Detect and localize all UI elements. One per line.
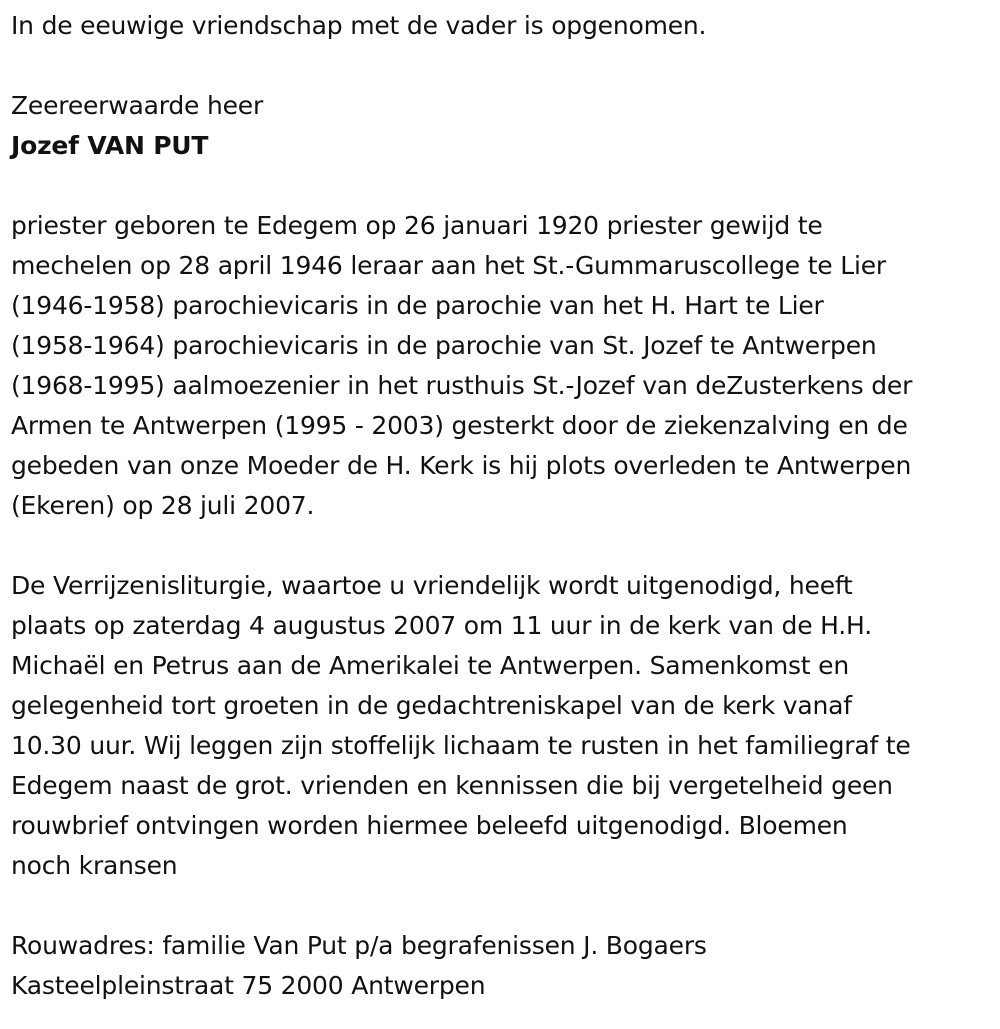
obituary-document <box>11 6 996 1006</box>
deceased-name: Jozef VAN PUT <box>11 131 209 160</box>
address-line: Rouwadres: familie Van Put p/a begrafenissen J. Bogaers <box>11 931 707 960</box>
spacer <box>11 526 996 566</box>
bio-line: (Ekeren) op 28 juli 2007. <box>11 491 315 520</box>
address-block <box>11 926 996 1006</box>
service-line: noch kransen <box>11 851 178 880</box>
service-line: rouwbrief ontvingen worden hiermee beleefd uitgenodigd. Bloemen <box>11 811 848 840</box>
address-line: Kasteelpleinstraat 75 2000 Antwerpen <box>11 971 486 1000</box>
bio-line: Armen te Antwerpen (1995 - 2003) gesterkt door de ziekenzalving en de <box>11 411 908 440</box>
service-paragraph <box>11 566 996 886</box>
spacer <box>11 166 996 206</box>
service-line: gelegenheid tort groeten in de gedachtreniskapel van de kerk vanaf <box>11 691 852 720</box>
bio-line: priester geboren te Edegem op 26 januari 1920 priester gewijd te <box>11 211 823 240</box>
service-line: 10.30 uur. Wij leggen zijn stoffelijk lichaam te rusten in het familiegraf te <box>11 731 911 760</box>
bio-line: gebeden van onze Moeder de H. Kerk is hij plots overleden te Antwerpen <box>11 451 912 480</box>
bio-line: (1958-1964) parochievicaris in de parochie van St. Jozef te Antwerpen <box>11 331 877 360</box>
service-line: De Verrijzenisliturgie, waartoe u vriendelijk wordt uitgenodigd, heeft <box>11 571 853 600</box>
intro-line: In de eeuwige vriendschap met de vader is opgenomen. <box>11 11 707 40</box>
service-line: plaats op zaterdag 4 augustus 2007 om 11 uur in de kerk van de H.H. <box>11 611 872 640</box>
bio-line: (1968-1995) aalmoezenier in het rusthuis St.-Jozef van deZusterkens der <box>11 371 913 400</box>
biography-paragraph <box>11 206 996 526</box>
bio-line: (1946-1958) parochievicaris in de parochie van het H. Hart te Lier <box>11 291 824 320</box>
bio-line: mechelen op 28 april 1946 leraar aan het St.-Gummaruscollege te Lier <box>11 251 886 280</box>
spacer <box>11 46 996 86</box>
spacer <box>11 886 996 926</box>
service-line: Michaël en Petrus aan de Amerikalei te Antwerpen. Samenkomst en <box>11 651 849 680</box>
honorific: Zeereerwaarde heer <box>11 91 264 120</box>
service-line: Edegem naast de grot. vrienden en kennissen die bij vergetelheid geen <box>11 771 893 800</box>
